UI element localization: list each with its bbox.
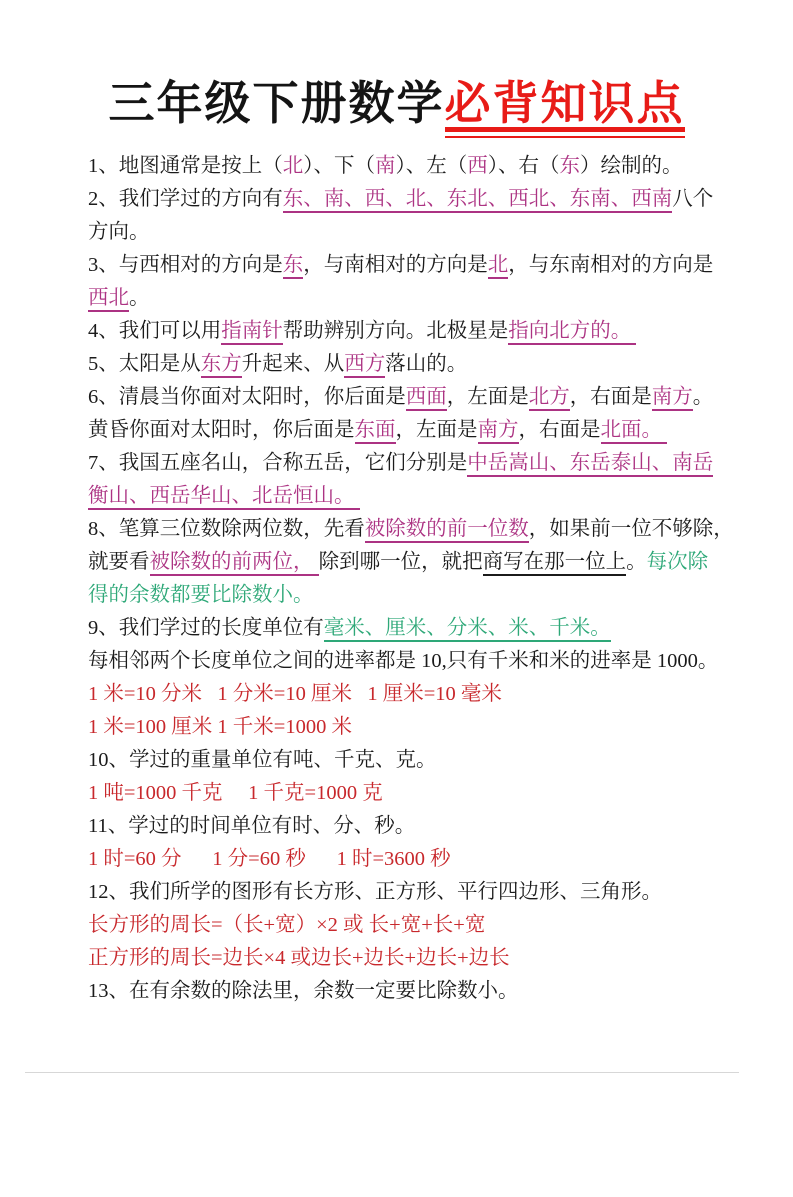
text-segment: ，如果前一位不够除， [528,518,734,541]
text-line [88,150,753,183]
text-segment: ，左面是 [446,386,529,409]
text-segment: 1 时=60 分 1 分=60 秒 1 时=3600 秒 [88,848,451,871]
text-segment: 西 [467,155,488,178]
highlighted-text: 被除数的前一位数 [365,518,529,543]
text-line [88,678,753,711]
highlighted-text: 东方 [201,353,242,378]
text-segment: 升起来、从 [241,353,345,376]
highlighted-text: 南方 [478,419,519,444]
title-black-part: 三年级下册数学 [108,77,445,129]
text-segment: ，与东南相对的方向是 [508,254,714,277]
highlighted-text: 南方 [652,386,693,411]
text-segment: 。 [692,386,714,409]
text-line [88,216,753,249]
text-segment: 南 [375,155,396,178]
text-segment: 方向。 [88,221,150,244]
bottom-divider [25,1072,739,1073]
text-segment: 10、学过的重量单位有吨、千克、克。 [88,749,437,772]
highlighted-text: 北方 [529,386,570,411]
text-line [88,810,753,843]
text-segment: 。 [626,551,647,574]
text-line [88,909,753,942]
text-segment: 8、笔算三位数除两位数，先看 [88,518,365,541]
text-segment: 就要看 [88,551,150,574]
text-segment: 落山的。 [385,353,468,376]
text-line [88,513,753,546]
text-segment: 5、太阳是从 [88,353,201,376]
highlighted-text: 东面 [355,419,396,444]
text-segment: ）、左（ [395,155,468,178]
page-title [0,76,793,130]
text-line [88,942,753,975]
text-line [88,579,753,612]
text-line [88,546,753,579]
text-segment: ，右面是 [518,419,601,442]
text-line [88,447,753,480]
highlighted-text: 东、南、西、北、东北、西北、东南、西南 [283,188,673,213]
highlighted-text: 西面 [406,386,447,411]
text-segment: 正方形的周长=边长×4 或边长+边长+边长+边长 [88,947,510,970]
text-segment: ）、右（ [487,155,560,178]
highlighted-text: 西北 [88,287,129,312]
highlighted-text: 毫米、厘米、分米、米、千米。 [324,617,611,642]
title-red-part: 必背知识点 [445,77,685,138]
text-line [88,645,753,678]
text-line [88,381,753,414]
text-line [88,282,753,315]
text-segment: 八个 [672,188,714,211]
text-segment: 3、与西相对的方向是 [88,254,283,277]
text-line [88,414,753,447]
text-line [88,777,753,810]
text-line [88,711,753,744]
text-segment: 黄昏你面对太阳时，你后面是 [88,419,355,442]
content-lines [88,150,753,1008]
text-segment: 每次除 [646,551,709,574]
text-line [88,183,753,216]
highlighted-text: 指向北方的。 [508,320,636,345]
highlighted-text: 北面。 [601,419,668,444]
highlighted-text: 西方 [344,353,385,378]
text-segment: 1 米=100 厘米 1 千米=1000 米 [88,716,352,739]
text-line [88,612,753,645]
text-segment: ，左面是 [395,419,478,442]
highlighted-text: 指南针 [221,320,283,345]
highlighted-text: 被除数的前两位， [150,551,319,576]
text-segment: ）、下（ [303,155,375,178]
text-segment: 9、我们学过的长度单位有 [88,617,324,640]
text-line [88,843,753,876]
text-segment: 1 吨=1000 千克 1 千克=1000 克 [88,782,383,805]
text-line [88,480,753,513]
text-segment: 6、清晨当你面对太阳时，你后面是 [88,386,406,409]
highlighted-text: 衡山、西岳华山、北岳恒山。 [88,485,360,510]
highlighted-text: 商写在那一位上 [483,551,627,576]
highlighted-text: 北 [488,254,509,279]
highlighted-text: 东 [283,254,304,279]
text-line [88,744,753,777]
text-segment: 除到哪一位，就把 [318,551,483,574]
text-segment: ，与南相对的方向是 [303,254,488,277]
text-line [88,975,753,1008]
text-segment: 7、我国五座名山，合称五岳，它们分别是 [88,452,468,475]
text-segment: 长方形的周长=（长+宽）×2 或 长+宽+长+宽 [88,914,486,937]
document-page [0,76,793,1008]
text-segment: 13、在有余数的除法里，余数一定要比除数小。 [88,980,519,1003]
text-segment: ，右面是 [569,386,652,409]
text-segment: 。 [129,287,150,310]
text-segment: ）绘制的。 [580,155,683,178]
text-line [88,348,753,381]
text-segment: 12、我们所学的图形有长方形、正方形、平行四边形、三角形。 [88,881,662,904]
text-line [88,315,753,348]
text-segment: 11、学过的时间单位有时、分、秒。 [88,815,416,838]
text-segment: 1、地图通常是按上（ [88,155,283,178]
text-segment: 2、我们学过的方向有 [88,188,283,211]
text-segment: 东 [559,155,580,178]
text-segment: 得的余数都要比除数小。 [88,584,314,607]
text-line [88,249,753,282]
text-segment: 每相邻两个长度单位之间的进率都是 10,只有千米和米的进率是 1000。 [88,650,719,673]
text-segment: 帮助辨别方向。北极星是 [282,320,509,343]
text-segment: 4、我们可以用 [88,320,222,343]
text-segment: 北 [282,155,304,178]
text-segment: 1 米=10 分米 1 分米=10 厘米 1 厘米=10 毫米 [88,683,502,706]
highlighted-text: 中岳嵩山、东岳泰山、南岳 [467,452,713,477]
text-line [88,876,753,909]
